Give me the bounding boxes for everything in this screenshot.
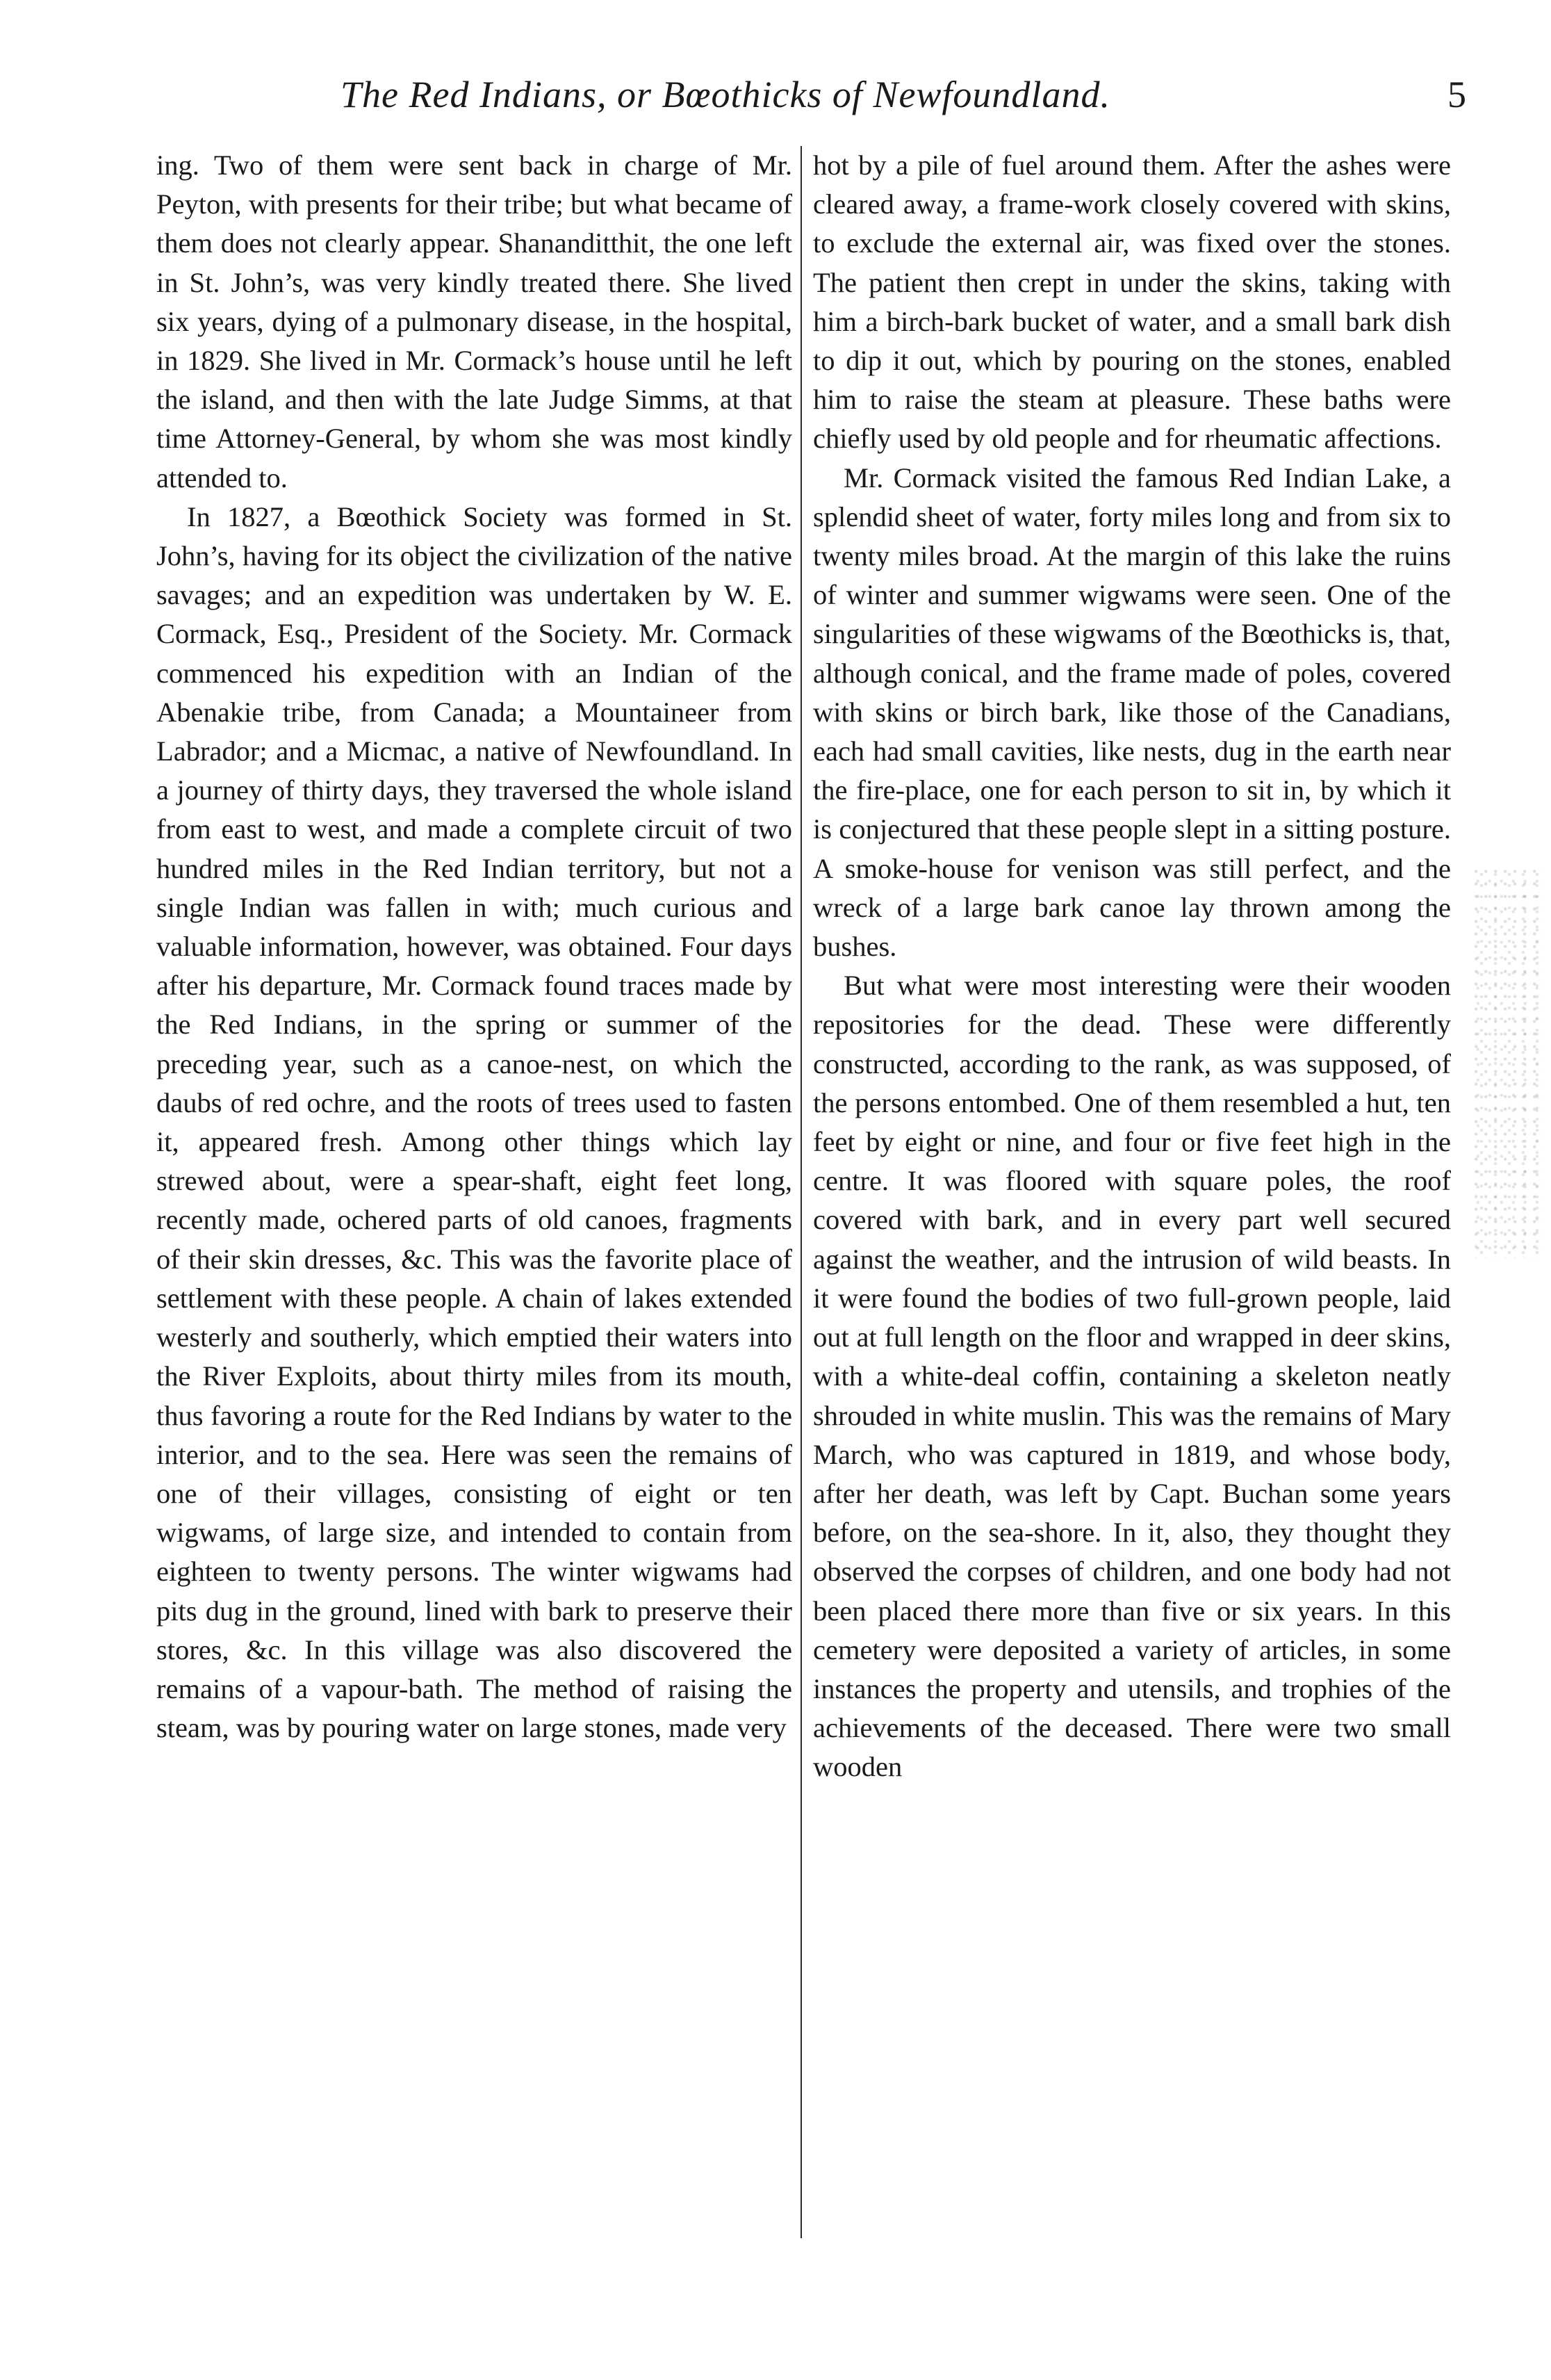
right-column (813, 146, 1451, 2238)
paragraph: ing. Two of them were sent back in charge of Mr. Peyton, with presents for their tribe; but what became of them does not clearly appear. Shananditthit, the one left in St. John’s, was very kindly treated there. She lived six years, dying of a pulmonary disease, in the hospital, in 1829. She lived in Mr. Cormack’s house until he left the island, and then with the late Judge Simms, at that time Attorney-General, by whom she was most kindly attended to. (156, 149, 792, 494)
left-column (156, 146, 792, 2238)
column-divider (801, 146, 802, 2238)
paragraph: hot by a pile of fuel around them. After the ashes were cleared away, a frame-work closely covered with skins, to exclude the external air, was fixed over the stones. The patient then crept in under the skins, taking with him a birch-bark bucket of water, and a small bark dish to dip it out, which by pouring on the stones, enabled him to raise the steam at pleasure. These baths were chiefly used by old people and for rheumatic affections. (813, 149, 1451, 455)
paragraph: But what were most interesting were their wooden repositories for the dead. These were differently constructed, according to the rank, as was supposed, of the persons entombed. One of them resembled a hut, ten feet by eight or nine, and four or five feet high in the centre. It was floored with square poles, the roof covered with bark, and in every part well secured against the weather, and the intrusion of wild beasts. In it were found the bodies of two full-grown people, laid out at full length on the floor and wrapped in deer skins, with a white-deal coffin, containing a skeleton neatly shrouded in white muslin. This was the remains of Mary March, who was captured in 1819, and whose body, after her death, was left by Capt. Buchan some years before, on the sea-shore. In it, also, they thought they observed the corpses of children, and one body had not been placed there more than five or six years. In this cemetery were deposited a variety of articles, in some instances the property and utensils, and trophies of the achievements of the deceased. There were two small wooden (813, 970, 1451, 1783)
paragraph: Mr. Cormack visited the famous Red Indian Lake, a splendid sheet of water, forty miles long and from six to twenty miles broad. At the margin of this lake the ruins of winter and summer wigwams were seen. One of the singularities of these wigwams of the Bœothicks is, that, although conical, and the frame made of poles, covered with skins or birch bark, like those of the Canadians, each had small cavities, like nests, dug in the earth near the fire-place, one for each person to sit in, by which it is conjectured that these people slept in a sitting posture. A smoke-house for venison was still perfect, and the wreck of a large bark canoe lay thrown among the bushes. (813, 462, 1451, 963)
paragraph: In 1827, a Bœothick Society was formed in St. John’s, having for its object the civilization of the native savages; and an expedition was undertaken by W. E. Cormack, Esq., President of the Society. Mr. Cormack commenced his expedition with an Indian of the Abenakie tribe, from Canada; a Mountaineer from Labrador; and a Micmac, a native of Newfoundland. In a journey of thirty days, they traversed the whole island from east to west, and made a complete circuit of two hundred miles in the Red Indian territory, but not a single Indian was fallen in with; much curious and valuable information, however, was obtained. Four days after his departure, Mr. Cormack found traces made by the Red Indians, in the spring or summer of the preceding year, such as a canoe-nest, on which the daubs of red ochre, and the roots of trees used to fasten it, appeared fresh. Among other things which lay strewed about, were a spear-shaft, eight feet long, recently made, ochered parts of old canoes, fragments of their skin dresses, &c. This was the favorite place of settlement with these people. A chain of lakes extended westerly and southerly, which emptied their waters into the River Exploits, about thirty miles from its mouth, thus favoring a route for the Red Indians by water to the interior, and to the sea. Here was seen the remains of one of their villages, consisting of eight or ten wigwams, of large size, and intended to contain from eighteen to twenty persons. The winter wigwams had pits dug in the ground, lined with bark to preserve their stores, &c. In this village was also discovered the remains of a vapour-bath. The method of raising the steam, was by pouring water on large stones, made very (156, 500, 792, 1744)
paper-speckle (1473, 869, 1543, 1258)
page-number: 5 (1447, 74, 1466, 115)
running-header (167, 73, 1466, 136)
running-title: The Red Indians, or Bœothicks of Newfoundland. (340, 74, 1110, 115)
